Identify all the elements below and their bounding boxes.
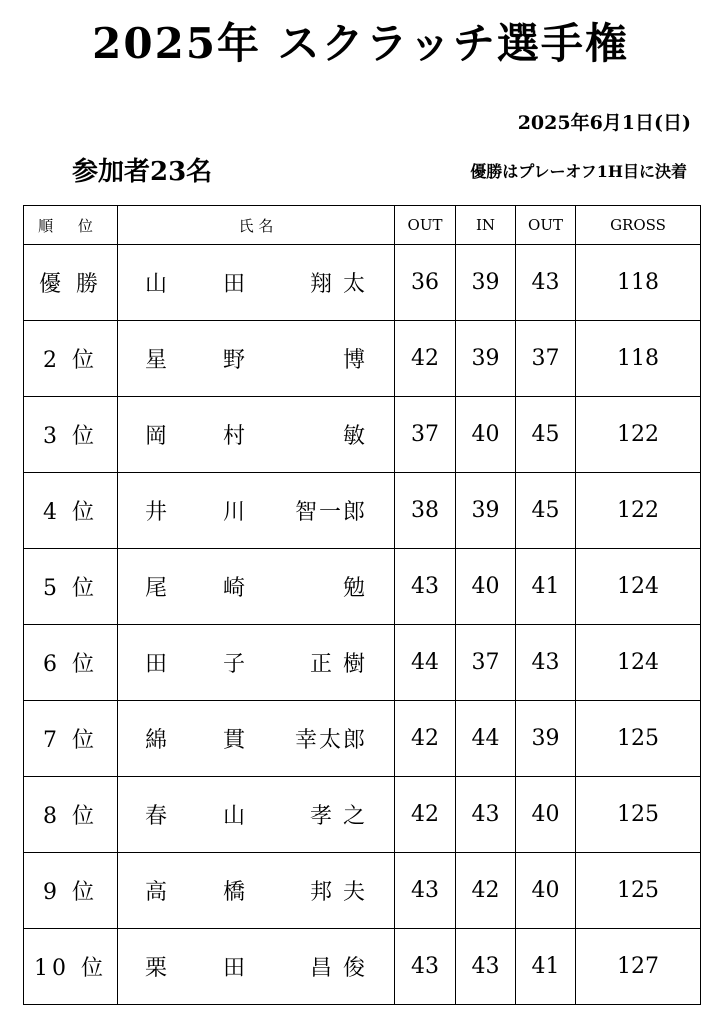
header-in: IN	[456, 206, 516, 245]
surname: 井川	[145, 500, 245, 525]
out-front-cell: 37	[395, 397, 456, 473]
out-back-cell: 43	[516, 245, 576, 321]
out-back-cell: 40	[516, 777, 576, 853]
given-name: 博	[342, 348, 367, 373]
out-front-cell: 42	[395, 321, 456, 397]
surname: 田子	[145, 652, 245, 677]
header-rank: 順 位	[24, 206, 118, 245]
table-row	[24, 929, 701, 1005]
in-cell: 39	[456, 473, 516, 549]
rank-cell: 10 位	[24, 929, 118, 1005]
name-cell	[118, 549, 395, 625]
header-out-front: OUT	[395, 206, 456, 245]
out-front-cell: 42	[395, 701, 456, 777]
rank-cell: 6 位	[24, 625, 118, 701]
given-name: 正 樹	[310, 652, 367, 677]
table-row	[24, 245, 701, 321]
rank-cell: 7 位	[24, 701, 118, 777]
gross-cell: 125	[576, 701, 701, 777]
header-name: 氏 名	[118, 206, 395, 245]
surname: 山田	[145, 272, 245, 297]
in-cell: 40	[456, 397, 516, 473]
rank-cell: 5 位	[24, 549, 118, 625]
table-row	[24, 777, 701, 853]
header-gross: GROSS	[576, 206, 701, 245]
name-cell	[118, 397, 395, 473]
header-out-back: OUT	[516, 206, 576, 245]
in-cell: 39	[456, 321, 516, 397]
given-name: 智一郎	[294, 500, 367, 525]
surname: 栗田	[145, 956, 245, 981]
out-back-cell: 45	[516, 397, 576, 473]
table-row	[24, 473, 701, 549]
rank-cell: 4 位	[24, 473, 118, 549]
rank-cell: 9 位	[24, 853, 118, 929]
gross-cell: 127	[576, 929, 701, 1005]
given-name: 幸太郎	[294, 728, 367, 753]
given-name: 邦 夫	[310, 880, 367, 905]
gross-cell: 124	[576, 549, 701, 625]
in-cell: 44	[456, 701, 516, 777]
playoff-note: 優勝はプレーオフ1H目に決着	[470, 162, 687, 181]
table-row	[24, 549, 701, 625]
in-cell: 42	[456, 853, 516, 929]
gross-cell: 122	[576, 397, 701, 473]
in-cell: 40	[456, 549, 516, 625]
surname: 春山	[145, 804, 245, 829]
out-back-cell: 41	[516, 929, 576, 1005]
name-cell	[118, 777, 395, 853]
surname: 綿貫	[145, 728, 245, 753]
rank-cell: 3 位	[24, 397, 118, 473]
name-cell	[118, 473, 395, 549]
out-back-cell: 37	[516, 321, 576, 397]
table-row	[24, 853, 701, 929]
out-front-cell: 43	[395, 549, 456, 625]
gross-cell: 118	[576, 245, 701, 321]
surname: 星野	[145, 348, 245, 373]
given-name: 昌 俊	[310, 956, 367, 981]
given-name: 敏	[342, 424, 367, 449]
header-row	[24, 206, 701, 245]
out-back-cell: 43	[516, 625, 576, 701]
rank-cell: 優 勝	[24, 245, 118, 321]
name-cell	[118, 625, 395, 701]
rank-cell: 2 位	[24, 321, 118, 397]
out-front-cell: 42	[395, 777, 456, 853]
table-row	[24, 321, 701, 397]
gross-cell: 125	[576, 853, 701, 929]
name-cell	[118, 701, 395, 777]
table-row	[24, 625, 701, 701]
out-front-cell: 36	[395, 245, 456, 321]
out-back-cell: 45	[516, 473, 576, 549]
table-row	[24, 397, 701, 473]
gross-cell: 118	[576, 321, 701, 397]
name-cell	[118, 321, 395, 397]
given-name: 翔 太	[310, 272, 367, 297]
out-back-cell: 41	[516, 549, 576, 625]
participant-count: 参加者23名	[72, 157, 213, 187]
out-front-cell: 43	[395, 929, 456, 1005]
name-cell	[118, 245, 395, 321]
name-cell	[118, 853, 395, 929]
results-table	[23, 205, 701, 1005]
in-cell: 43	[456, 929, 516, 1005]
surname: 岡村	[145, 424, 245, 449]
surname: 尾崎	[145, 576, 245, 601]
page-title: 2025年 スクラッチ選手権	[92, 19, 629, 68]
out-back-cell: 40	[516, 853, 576, 929]
gross-cell: 124	[576, 625, 701, 701]
given-name: 勉	[342, 576, 367, 601]
out-back-cell: 39	[516, 701, 576, 777]
surname: 高橋	[145, 880, 245, 905]
gross-cell: 122	[576, 473, 701, 549]
in-cell: 39	[456, 245, 516, 321]
rank-cell: 8 位	[24, 777, 118, 853]
gross-cell: 125	[576, 777, 701, 853]
in-cell: 37	[456, 625, 516, 701]
given-name: 孝 之	[310, 804, 367, 829]
name-cell	[118, 929, 395, 1005]
out-front-cell: 38	[395, 473, 456, 549]
event-date: 2025年6月1日(日)	[517, 112, 691, 134]
out-front-cell: 44	[395, 625, 456, 701]
table-row	[24, 701, 701, 777]
in-cell: 43	[456, 777, 516, 853]
out-front-cell: 43	[395, 853, 456, 929]
